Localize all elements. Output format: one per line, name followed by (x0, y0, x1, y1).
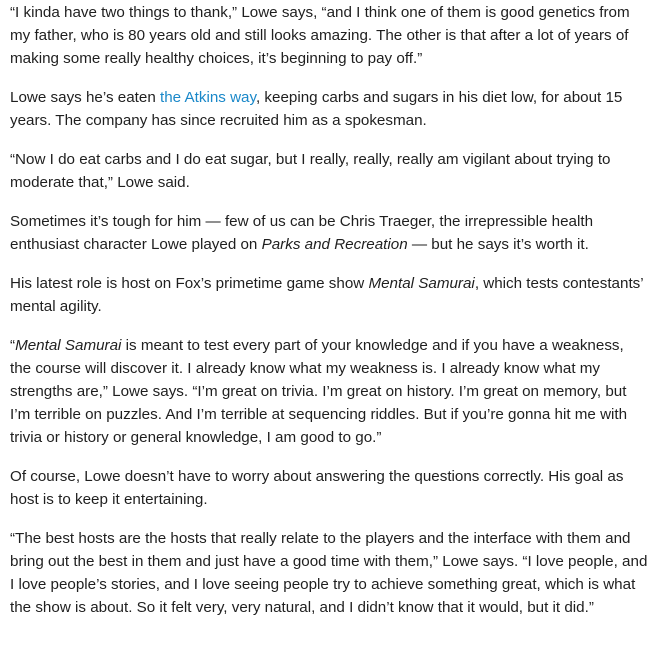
atkins-way-link[interactable]: the Atkins way (160, 89, 256, 106)
paragraph-text: Sometimes it’s tough for him — few of us can be Chris Traeger, the irrepressible health enthusiast character Lowe played on (10, 213, 594, 253)
show-title-mental-samurai: Mental Samurai (368, 275, 475, 292)
show-title-parks-and-recreation: Parks and Recreation (261, 236, 408, 253)
paragraph-text: His latest role is host on Fox’s primetime game show (10, 275, 369, 292)
paragraph-host-goal: Of course, Lowe doesn’t have to worry about answering the questions correctly. His goal as host is to keep it entertaining. (10, 468, 624, 508)
paragraph-knowledge-quote (10, 334, 648, 449)
paragraph-text: is meant to test every part of your knowledge and if you have a weakness, the course will discover it. I already know what my weakness is. I already know what my strengths are,” Lowe says. “I’m great on trivia. I’m great on history. I’m great on memory, but I’m terrible on puzzles. And I’m terrible at sequencing riddles. But if you’re gonna hit me with trivia or history or general knowledge, I am good to go.” (10, 337, 628, 446)
paragraph-text: , which tests contestants’ mental agility. (10, 275, 644, 315)
paragraph-text: “ (10, 337, 16, 354)
show-title-mental-samurai: Mental Samurai (15, 337, 122, 354)
paragraph-text: , keeping carbs and sugars in his diet low, for about 15 years. The company has since recruited him as a spokesman. (10, 89, 623, 129)
paragraph-chris-traeger (10, 210, 648, 256)
paragraph-best-hosts-quote: “The best hosts are the hosts that really relate to the players and the interface with them and bring out the best in them and just have a good time with them,” Lowe says. “I love people, and I love people’s stories, and I love seeing people try to achieve something great, which is what the show is about. So it felt very, very natural, and I didn’t know that it would, but it did.” (10, 530, 648, 616)
paragraph-atkins (10, 86, 648, 132)
paragraph-text: — but he says it’s worth it. (407, 236, 589, 253)
paragraph-text: Lowe says he’s eaten (10, 89, 161, 106)
article-body (0, 1, 648, 619)
paragraph-genetics-quote: “I kinda have two things to thank,” Lowe says, “and I think one of them is good genetics from my father, who is 80 years old and still looks amazing. The other is that after a lot of years of making some really healthy choices, it’s beginning to pay off.” (10, 4, 630, 67)
paragraph-latest-role (10, 272, 648, 318)
paragraph-carbs-quote: “Now I do eat carbs and I do eat sugar, but I really, really, really am vigilant about trying to moderate that,” Lowe said. (10, 151, 611, 191)
